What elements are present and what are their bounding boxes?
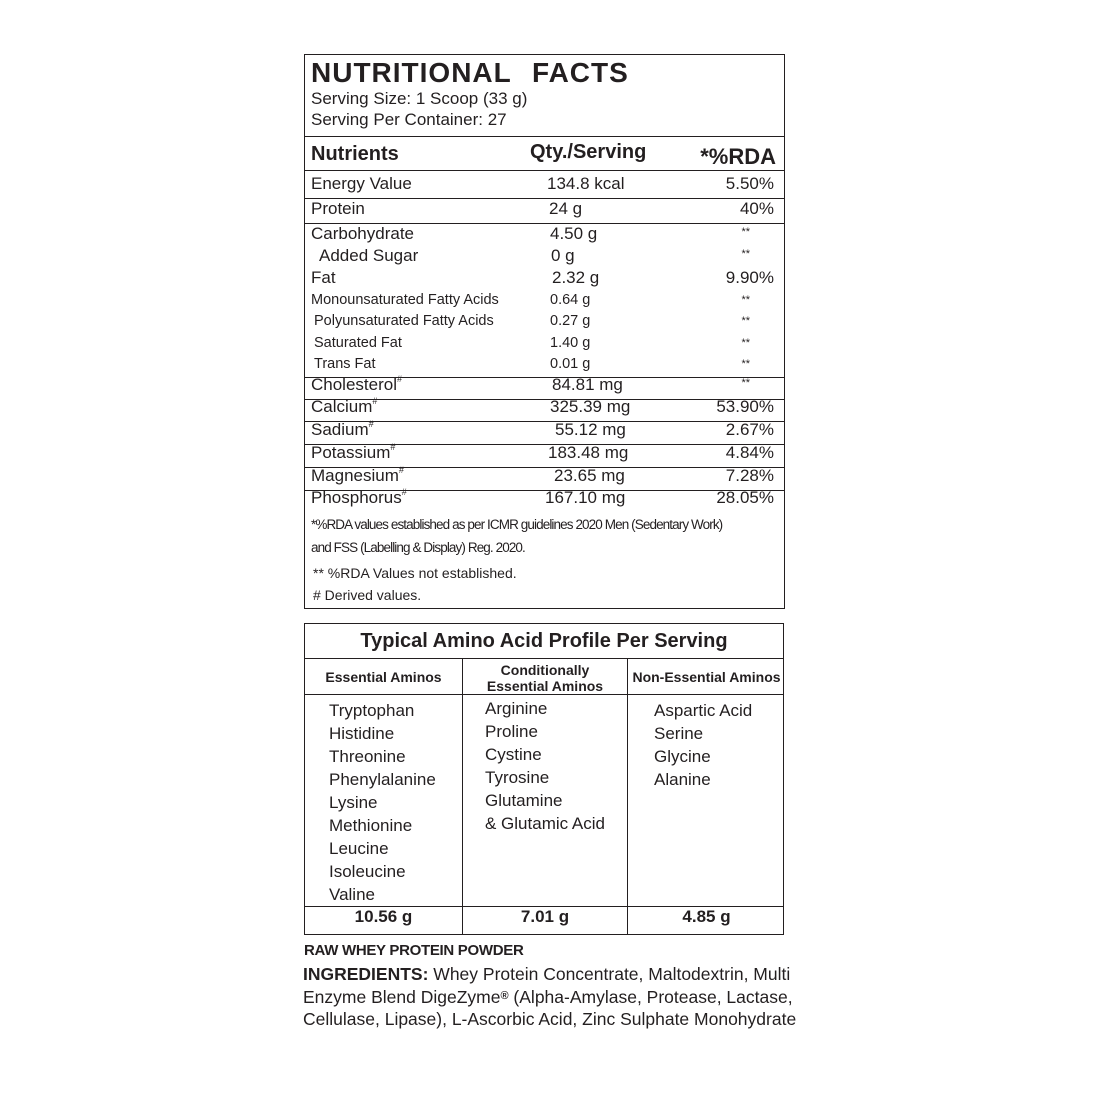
amino-acid-item: & Glutamic Acid (485, 814, 605, 833)
nutrient-qty: 55.12 mg (555, 420, 626, 439)
amino-acid-item: Valine (329, 885, 375, 904)
derived-mark: # (401, 487, 407, 497)
amino-title: Typical Amino Acid Profile Per Serving (360, 630, 728, 652)
nutrient-name (314, 313, 494, 329)
serving-size: Serving Size: 1 Scoop (33 g) (311, 89, 528, 108)
nutrient-name (311, 443, 395, 463)
nutrient-name-text: Added Sugar (319, 246, 419, 265)
amino-acid-item: Arginine (485, 699, 548, 718)
column-divider (462, 658, 463, 935)
amino-acid-item: Tryptophan (329, 701, 415, 720)
footnote-rda-regulation: and FSS (Labelling & Display) Reg. 2020. (311, 540, 525, 555)
amino-acid-item: Glycine (654, 747, 711, 766)
product-name: RAW WHEY PROTEIN POWDER (304, 942, 524, 959)
amino-acid-item: Alanine (654, 770, 711, 789)
divider (305, 658, 783, 659)
nutrient-name-text: Energy Value (311, 174, 412, 193)
essential-aminos-list (329, 699, 436, 906)
nutrient-rda: ** (741, 315, 750, 327)
footnote-derived: # Derived values. (313, 587, 422, 603)
nutrient-qty: 23.65 mg (554, 466, 625, 485)
footnote-rda-not-established: ** %RDA Values not established. (313, 565, 517, 581)
header-non-essential-aminos: Non-Essential Aminos (632, 669, 781, 685)
nutrient-rda: ** (741, 226, 750, 238)
amino-acid-item: Phenylalanine (329, 770, 436, 789)
nutrient-name (311, 375, 402, 395)
nutrient-name-text: Trans Fat (314, 356, 376, 372)
amino-acid-item: Isoleucine (329, 862, 406, 881)
nutrient-qty: 1.40 g (550, 335, 591, 351)
nutrient-rda: 53.90% (716, 397, 774, 416)
ingredients-label: INGREDIENTS: (303, 964, 429, 984)
amino-acid-item: Cystine (485, 745, 542, 764)
nutrient-name-text: Protein (311, 199, 365, 218)
nutrient-rda: ** (741, 294, 750, 306)
divider (305, 694, 783, 695)
nutrient-name-text: Carbohydrate (311, 224, 415, 243)
nutrition-title: NUTRITIONAL FACTS (311, 57, 629, 88)
nutrient-rda: 2.67% (725, 420, 774, 439)
nutrient-name (311, 420, 374, 440)
conditionally-essential-aminos-total: 7.01 g (520, 907, 570, 926)
nutrient-name (311, 224, 414, 244)
nutrient-name-text: Saturated Fat (314, 335, 402, 351)
amino-acid-item: Glutamine (485, 791, 563, 810)
nutrient-qty: 0 g (551, 246, 575, 265)
amino-acid-item: Histidine (329, 724, 395, 743)
row-divider (305, 198, 784, 199)
nutrient-rda: 40% (739, 199, 774, 218)
servings-per-container: Serving Per Container: 27 (311, 110, 507, 129)
nutrient-qty: 134.8 kcal (547, 174, 625, 193)
nutrient-name (311, 174, 412, 194)
derived-mark: # (390, 442, 396, 452)
derived-mark: # (368, 419, 374, 429)
amino-acid-item: Threonine (329, 747, 406, 766)
header-rda: *%RDA (700, 144, 776, 169)
nutrition-facts-panel (304, 54, 785, 609)
nutrient-rda: 5.50% (725, 174, 774, 193)
nutrient-rda: ** (741, 358, 750, 370)
registered-mark: ® (500, 989, 509, 1002)
nutrient-name (311, 268, 336, 288)
nutrient-rda: 7.28% (725, 466, 774, 485)
amino-acid-item: Lysine (329, 793, 378, 812)
ingredients-text-2: (Alpha-Amylase, Protease, Lactase, Cellulase, Lipase), L-Ascorbic Acid, Zinc Sulphate Monohydrate (303, 986, 797, 1029)
amino-acid-panel (304, 623, 784, 935)
column-divider (627, 658, 628, 935)
nutrient-name (314, 335, 402, 351)
nutrient-qty: 0.27 g (550, 313, 591, 329)
nutrient-name (319, 246, 418, 266)
divider (305, 136, 784, 137)
header-conditionally-essential-aminos: Conditionally Essential Aminos (486, 662, 604, 694)
nutrient-name-text: Magnesium (311, 466, 399, 485)
amino-acid-item: Methionine (329, 816, 413, 835)
nutrient-rda: 4.84% (725, 443, 774, 462)
nutrient-name (311, 292, 499, 308)
nutrient-qty: 183.48 mg (548, 443, 629, 462)
amino-acid-item: Serine (654, 724, 704, 743)
nutrient-name-text: Cholesterol (311, 375, 397, 394)
non-essential-aminos-total: 4.85 g (682, 907, 731, 926)
nutrient-rda: ** (741, 337, 750, 349)
essential-aminos-total: 10.56 g (354, 907, 413, 926)
nutrient-name-text: Monounsaturated Fatty Acids (311, 292, 499, 308)
nutrient-qty: 0.64 g (550, 292, 591, 308)
nutrient-qty: 0.01 g (550, 356, 591, 372)
nutrient-name (311, 488, 407, 508)
nutrient-name-text: Polyunsaturated Fatty Acids (314, 313, 494, 329)
nutrient-rda: 28.05% (716, 488, 774, 507)
ingredients-text-1: Whey Protein Concentrate, Maltodextrin, Multi Enzyme Blend DigeZyme (303, 964, 791, 1007)
nutrient-qty: 24 g (549, 199, 583, 218)
nutrient-name-text: Potassium (311, 443, 391, 462)
amino-acid-item: Aspartic Acid (654, 701, 753, 720)
nutrient-name (314, 356, 376, 372)
nutrient-name (311, 199, 365, 219)
nutrient-qty: 4.50 g (550, 224, 598, 243)
amino-acid-item: Leucine (329, 839, 389, 858)
footnote-rda-source: *%RDA values established as per ICMR guidelines 2020 Men (Sedentary Work) (311, 517, 723, 532)
nutrient-qty: 84.81 mg (552, 375, 623, 394)
nutrient-rda: ** (741, 377, 750, 389)
nutrient-qty: 325.39 mg (550, 397, 631, 416)
header-nutrients: Nutrients (311, 143, 399, 165)
conditionally-essential-aminos-list (485, 697, 605, 835)
row-divider (305, 421, 784, 422)
nutrient-rda: 9.90% (725, 268, 774, 287)
nutrient-name-text: Sadium (311, 420, 369, 439)
nutrient-qty: 2.32 g (552, 268, 600, 287)
non-essential-aminos-list (654, 699, 752, 791)
nutrient-name-text: Fat (311, 268, 336, 287)
header-qty: Qty./Serving (530, 141, 647, 163)
divider (305, 170, 784, 171)
header-essential-aminos: Essential Aminos (325, 669, 442, 685)
derived-mark: # (398, 465, 404, 475)
nutrient-name (311, 466, 404, 486)
derived-mark: # (372, 396, 378, 406)
derived-mark: # (397, 374, 403, 384)
nutrient-name (311, 397, 377, 417)
amino-acid-item: Tyrosine (485, 768, 550, 787)
nutrient-name-text: Calcium (311, 397, 373, 416)
nutrient-rda: ** (741, 248, 750, 260)
ingredients (303, 963, 798, 1031)
nutrient-name-text: Phosphorus (311, 488, 402, 507)
amino-acid-item: Proline (485, 722, 538, 741)
nutrient-qty: 167.10 mg (545, 488, 626, 507)
